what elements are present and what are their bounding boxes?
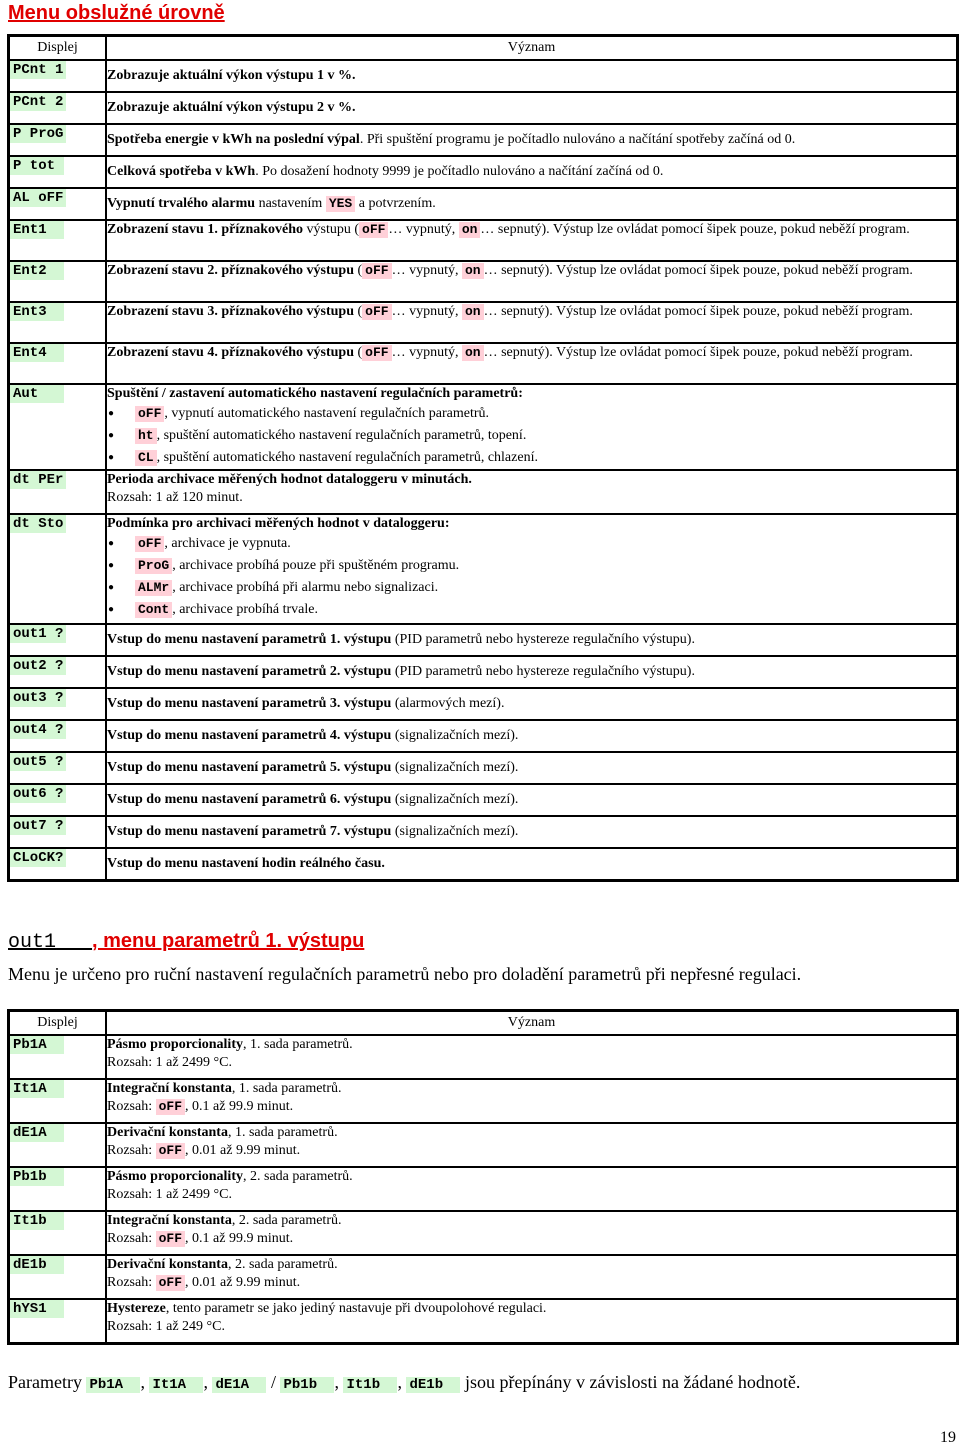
display-code: dE1b <box>406 1377 460 1393</box>
bold-text: Spotřeba energie v kWh na poslední výpal <box>107 132 360 147</box>
text: (signalizačních mezí). <box>391 760 519 775</box>
param-description <box>107 1168 956 1186</box>
value-chip: on <box>462 304 484 320</box>
table-row <box>9 343 958 384</box>
value-chip: ht <box>135 428 157 444</box>
param-description <box>107 1212 956 1230</box>
text: (signalizačních mezí). <box>391 792 519 807</box>
text: … vypnutý, <box>388 222 459 237</box>
text: Parametry <box>8 1372 87 1392</box>
display-cell <box>9 1035 107 1079</box>
table-row <box>9 60 958 92</box>
text: Rozsah: <box>107 1143 156 1158</box>
value-chip: oFF <box>156 1231 185 1247</box>
text: jsou přepínány v závislosti na žádané hodnotě. <box>460 1372 801 1392</box>
col-header-meaning: Význam <box>106 1011 958 1036</box>
display-cell <box>9 261 107 302</box>
display-code: dE1A <box>212 1377 266 1393</box>
display-cell <box>9 1211 107 1255</box>
section-title <box>8 930 364 954</box>
text: Rozsah: <box>107 1275 156 1290</box>
section-display-code: out1 <box>8 931 57 954</box>
bold-text: Zobrazení stavu 4. příznakového výstupu <box>107 345 354 360</box>
display-cell <box>9 60 107 92</box>
text: Rozsah: 1 až 2499 °C. <box>107 1187 232 1202</box>
footer-note <box>8 1372 800 1393</box>
bold-text: Vstup do menu nastavení parametrů 5. výstupu <box>107 760 392 775</box>
value-chip: ALMr <box>135 580 172 596</box>
display-code: PCnt 2 <box>10 93 66 111</box>
meaning-cell <box>106 220 958 261</box>
table-row <box>9 261 958 302</box>
table-row <box>9 1079 958 1123</box>
meaning-cell <box>106 624 958 656</box>
meaning-cell <box>106 816 958 848</box>
meaning-cell <box>106 384 958 470</box>
display-cell <box>9 220 107 261</box>
display-code: Pb1b <box>10 1168 64 1186</box>
meaning-cell <box>106 784 958 816</box>
display-cell <box>9 816 107 848</box>
display-cell <box>9 720 107 752</box>
table-row <box>9 1167 958 1211</box>
text: , archivace probíhá při alarmu nebo signalizaci. <box>172 580 439 595</box>
table-row <box>9 470 958 514</box>
list-item <box>135 577 956 599</box>
display-code: hYS1 <box>10 1300 64 1318</box>
text: . Při spuštění programu je počítadlo nulováno a načítání spotřeby začíná od 0. <box>359 132 796 147</box>
bold-text: Vypnutí trvalého alarmu <box>107 196 256 211</box>
table-row <box>9 1035 958 1079</box>
col-header-meaning: Význam <box>106 36 958 61</box>
text: Rozsah: <box>107 1231 156 1246</box>
text: , 0.1 až 99.9 minut. <box>185 1231 294 1246</box>
bold-text: Derivační konstanta <box>107 1257 228 1272</box>
meaning-cell <box>106 1255 958 1299</box>
text: , <box>203 1372 213 1392</box>
display-code: AL oFF <box>10 189 66 207</box>
value-chip: oFF <box>156 1099 185 1115</box>
display-code: out7 ? <box>10 817 66 835</box>
bold-text: Perioda archivace měřených hodnot dataloggeru v minutách. <box>107 472 472 487</box>
bold-text: Zobrazení stavu 3. příznakového výstupu <box>107 304 354 319</box>
text: Rozsah: 1 až 120 minut. <box>107 490 243 505</box>
meaning-cell <box>106 261 958 302</box>
display-cell <box>9 514 107 624</box>
text: ( <box>353 345 363 360</box>
display-code: P ProG <box>10 125 66 143</box>
display-code: out1 ? <box>10 625 66 643</box>
meaning-cell <box>106 124 958 156</box>
bold-text: Vstup do menu nastavení hodin reálného času. <box>107 855 385 871</box>
value-chip: on <box>459 222 481 238</box>
value-chip: oFF <box>362 304 391 320</box>
text: , 1. sada parametrů. <box>231 1081 342 1096</box>
bold-text: Zobrazení stavu 1. příznakového <box>107 222 304 237</box>
value-chip: CL <box>135 450 157 466</box>
text: … vypnutý, <box>391 304 462 319</box>
display-cell <box>9 124 107 156</box>
display-cell <box>9 384 107 470</box>
display-code: It1A <box>149 1377 203 1393</box>
param-table <box>7 1009 959 1345</box>
text: , 1. sada parametrů. <box>243 1037 353 1052</box>
bold-text: Spuštění / zastavení automatického nastavení regulačních parametrů: <box>107 386 523 401</box>
bold-text: Derivační konstanta <box>107 1125 228 1140</box>
value-chip: oFF <box>156 1275 185 1291</box>
value-chip: on <box>462 263 484 279</box>
meaning-cell <box>106 720 958 752</box>
meaning-cell <box>106 60 958 92</box>
param-range <box>107 1274 956 1292</box>
display-code: Ent1 <box>10 221 64 239</box>
text: (PID parametrů nebo hystereze regulačního výstupu). <box>391 632 695 647</box>
table-row <box>9 624 958 656</box>
text: , 1. sada parametrů. <box>227 1125 338 1140</box>
text: , tento parametr se jako jediný nastavuje při dvoupolohové regulaci. <box>165 1301 547 1316</box>
bold-text: Zobrazení stavu 2. příznakového výstupu <box>107 263 354 278</box>
text: , spuštění automatického nastavení regulačních parametrů, chlazení. <box>156 450 538 465</box>
display-code: Ent3 <box>10 303 64 321</box>
display-cell <box>9 188 107 220</box>
text: (signalizačních mezí). <box>391 824 519 839</box>
display-cell <box>9 784 107 816</box>
display-code: Ent4 <box>10 344 64 362</box>
table-row <box>9 302 958 343</box>
meaning-cell <box>106 752 958 784</box>
text: , spuštění automatického nastavení regulačních parametrů, topení. <box>156 428 527 443</box>
text: , 2. sada parametrů. <box>231 1213 342 1228</box>
display-cell <box>9 156 107 188</box>
bold-text: Celková spotřeba v kWh <box>107 164 256 179</box>
table-row <box>9 124 958 156</box>
text: / <box>266 1372 281 1392</box>
param-description <box>107 1124 956 1142</box>
page-number: 19 <box>940 1429 956 1446</box>
text: a potvrzením. <box>355 196 436 211</box>
display-cell <box>9 688 107 720</box>
meaning-cell <box>106 1211 958 1255</box>
display-cell <box>9 848 107 880</box>
meaning-cell <box>106 1167 958 1211</box>
meaning-cell <box>106 156 958 188</box>
table-row <box>9 1255 958 1299</box>
text: (alarmových mezí). <box>391 696 505 711</box>
display-code: It1b <box>10 1212 64 1230</box>
text: Rozsah: 1 až 249 °C. <box>107 1319 225 1334</box>
display-code: PCnt 1 <box>10 61 66 79</box>
text: , <box>397 1372 407 1392</box>
display-code: P tot <box>10 157 64 175</box>
text: … sepnutý). Výstup lze ovládat pomocí šipek pouze, pokud neběží program. <box>483 304 913 319</box>
value-chip: oFF <box>362 263 391 279</box>
text: … sepnutý). Výstup lze ovládat pomocí šipek pouze, pokud neběží program. <box>483 263 913 278</box>
bold-text: Vstup do menu nastavení parametrů 3. výstupu <box>107 696 392 711</box>
display-code: dE1A <box>10 1124 64 1142</box>
value-chip: Cont <box>135 602 172 618</box>
meaning-cell <box>106 514 958 624</box>
param-range <box>107 1230 956 1248</box>
display-cell <box>9 1255 107 1299</box>
display-code: Ent2 <box>10 262 64 280</box>
table-row <box>9 156 958 188</box>
display-code: Aut <box>10 385 64 403</box>
list-item <box>135 533 956 555</box>
menu-table <box>7 34 959 882</box>
display-cell <box>9 1299 107 1343</box>
display-code: out2 ? <box>10 657 66 675</box>
text: , 2. sada parametrů. <box>227 1257 338 1272</box>
col-header-display: Displej <box>9 1011 107 1036</box>
table-row <box>9 752 958 784</box>
text: Rozsah: 1 až 2499 °C. <box>107 1055 232 1070</box>
display-code: dt PEr <box>10 471 66 489</box>
section-intro: Menu je určeno pro ruční nastavení regulačních parametrů nebo pro doladění parametrů při nepřesné regulaci. <box>8 964 802 984</box>
display-code: It1b <box>343 1377 397 1393</box>
meaning-cell <box>106 92 958 124</box>
bold-text: Vstup do menu nastavení parametrů 6. výstupu <box>107 792 392 807</box>
meaning-cell <box>106 1123 958 1167</box>
meaning-cell <box>106 848 958 880</box>
display-code: out6 ? <box>10 785 66 803</box>
text: , <box>334 1372 344 1392</box>
table-row <box>9 514 958 624</box>
display-code: out4 ? <box>10 721 66 739</box>
display-cell <box>9 752 107 784</box>
text: , 0.1 až 99.9 minut. <box>185 1099 294 1114</box>
text: (PID parametrů nebo hystereze regulačního výstupu). <box>391 664 695 679</box>
display-cell <box>9 624 107 656</box>
param-description <box>107 1300 956 1318</box>
bold-text: Integrační konstanta <box>107 1213 232 1228</box>
value-chip: oFF <box>135 536 164 552</box>
text: … sepnutý). Výstup lze ovládat pomocí šipek pouze, pokud neběží program. <box>483 345 913 360</box>
display-cell <box>9 470 107 514</box>
text: , archivace je vypnuta. <box>164 536 291 551</box>
meaning-cell <box>106 656 958 688</box>
display-cell <box>9 656 107 688</box>
bold-text: Integrační konstanta <box>107 1081 232 1096</box>
text: … vypnutý, <box>391 263 462 278</box>
list-item <box>135 599 956 621</box>
display-code: Pb1A <box>86 1377 140 1393</box>
bold-text: Podmínka pro archivaci měřených hodnot v dataloggeru: <box>107 516 450 531</box>
display-cell <box>9 343 107 384</box>
table-row <box>9 188 958 220</box>
display-cell <box>9 1079 107 1123</box>
value-chip: ProG <box>135 558 172 574</box>
display-code: dt Sto <box>10 515 66 533</box>
bold-text: Zobrazuje aktuální výkon výstupu 2 v %. <box>107 100 356 115</box>
param-range <box>107 1054 956 1072</box>
value-chip: oFF <box>362 345 391 361</box>
table-row <box>9 656 958 688</box>
value-chip: YES <box>326 196 355 212</box>
bold-text: Vstup do menu nastavení parametrů 4. výstupu <box>107 728 392 743</box>
display-code: Pb1b <box>280 1377 334 1393</box>
meaning-cell <box>106 302 958 343</box>
list-item <box>135 555 956 577</box>
list-item <box>135 447 956 469</box>
text: … vypnutý, <box>391 345 462 360</box>
table-row <box>9 720 958 752</box>
bold-text: Vstup do menu nastavení parametrů 1. výstupu <box>107 632 392 647</box>
list-item <box>135 425 956 447</box>
list-item <box>135 403 956 425</box>
table-row <box>9 688 958 720</box>
value-chip: oFF <box>135 406 164 422</box>
text: , 0.01 až 9.99 minut. <box>185 1275 301 1290</box>
table-row <box>9 92 958 124</box>
meaning-cell <box>106 470 958 514</box>
text: výstupu ( <box>303 222 360 237</box>
display-code: out5 ? <box>10 753 66 771</box>
text: , archivace probíhá trvale. <box>172 602 318 617</box>
meaning-cell <box>106 343 958 384</box>
param-description <box>107 1080 956 1098</box>
meaning-cell <box>106 1035 958 1079</box>
display-code: CLoCK? <box>10 849 66 867</box>
param-description <box>107 1256 956 1274</box>
text: , <box>140 1372 150 1392</box>
value-chip: on <box>462 345 484 361</box>
text: ( <box>353 263 363 278</box>
meaning-cell <box>106 188 958 220</box>
param-range <box>107 1318 956 1336</box>
display-cell <box>9 1123 107 1167</box>
table-row <box>9 848 958 880</box>
bold-text: Pásmo proporcionality <box>107 1169 243 1184</box>
bullet-list <box>107 533 956 621</box>
bold-text: Vstup do menu nastavení parametrů 7. výstupu <box>107 824 392 839</box>
meaning-cell <box>106 1079 958 1123</box>
table-row <box>9 784 958 816</box>
meaning-cell <box>106 1299 958 1343</box>
bold-text: Pásmo proporcionality <box>107 1037 243 1052</box>
table-row <box>9 384 958 470</box>
text: , vypnutí automatického nastavení regulačních parametrů. <box>164 406 490 421</box>
page-title: Menu obslužné úrovně <box>8 2 225 24</box>
param-range <box>107 1186 956 1204</box>
display-code: It1A <box>10 1080 64 1098</box>
value-chip: oFF <box>156 1143 185 1159</box>
text: Rozsah: <box>107 1099 156 1114</box>
bullet-list <box>107 403 956 469</box>
bold-text: Vstup do menu nastavení parametrů 2. výstupu <box>107 664 392 679</box>
display-code: Pb1A <box>10 1036 64 1054</box>
meaning-cell <box>106 688 958 720</box>
display-code: dE1b <box>10 1256 64 1274</box>
section-title-text: , menu parametrů 1. výstupu <box>92 930 365 952</box>
table-row <box>9 816 958 848</box>
display-cell <box>9 92 107 124</box>
bold-text: Zobrazuje aktuální výkon výstupu 1 v %. <box>107 68 356 83</box>
display-code: out3 ? <box>10 689 66 707</box>
param-range <box>107 1142 956 1160</box>
display-cell <box>9 302 107 343</box>
table-row <box>9 1299 958 1343</box>
text: ( <box>353 304 363 319</box>
display-cell <box>9 1167 107 1211</box>
param-description <box>107 1036 956 1054</box>
text: nastavením <box>255 196 326 211</box>
text: , archivace probíhá pouze při spuštěném programu. <box>172 558 460 573</box>
text: , 0.01 až 9.99 minut. <box>185 1143 301 1158</box>
col-header-display: Displej <box>9 36 107 61</box>
text: , 2. sada parametrů. <box>243 1169 353 1184</box>
bold-text: Hystereze <box>107 1301 166 1316</box>
table-row <box>9 1123 958 1167</box>
value-chip: oFF <box>359 222 388 238</box>
table-row <box>9 220 958 261</box>
text: … sepnutý). Výstup lze ovládat pomocí šipek pouze, pokud neběží program. <box>480 222 910 237</box>
text: (signalizačních mezí). <box>391 728 519 743</box>
param-range <box>107 1098 956 1116</box>
table-row <box>9 1211 958 1255</box>
text: . Po dosažení hodnoty 9999 je počítadlo nulováno a načítání začíná od 0. <box>255 164 664 179</box>
